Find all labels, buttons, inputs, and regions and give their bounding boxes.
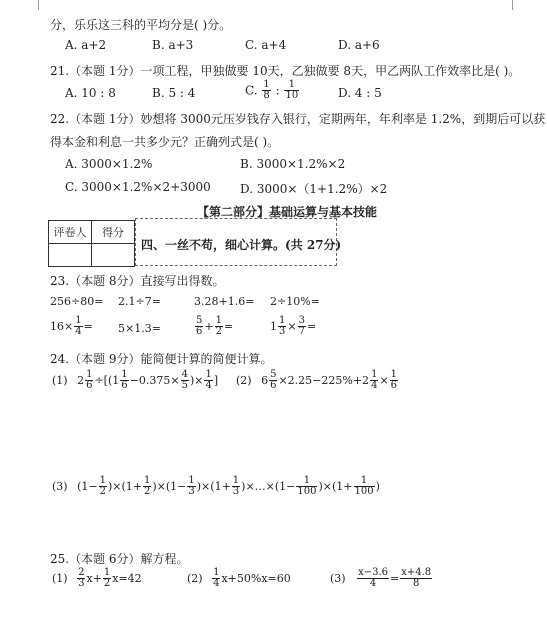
q22-option-d: D. 3000×（1+1.2%）×2	[240, 182, 388, 196]
score-table-header-score: 得分	[92, 221, 135, 244]
q25-equation-2-label: (2)	[187, 572, 203, 585]
q24-part1-end: ]	[213, 374, 219, 387]
q24-part3-t6: )×(1+	[318, 480, 353, 493]
q24-part1-fraction-1: $\frac{1}{6}$	[86, 369, 93, 391]
q24-part2-fraction-3: $\frac{1}{6}$	[390, 369, 398, 391]
q22-line1: 22.（本题 1分）妙想将 3000元压岁钱存入银行，定期两年，年利率是 1.2%，到期后可以获	[50, 112, 546, 126]
q24-part3-fraction-6: $\frac{1}{100}$	[354, 475, 374, 497]
q21-option-c-fraction-left: $\frac{1}{8}$	[263, 79, 270, 101]
q23-item-3: 3.28+1.6=	[194, 295, 255, 308]
q24-part2-fraction-1: $\frac{5}{6}$	[270, 369, 277, 391]
q24-part3-t5: )×…×(1−	[241, 480, 296, 493]
q24-part3-t3: )×(1−	[152, 480, 187, 493]
q23-item-2: 2.1÷7=	[118, 295, 161, 308]
q24-part3-t4: )×(1+	[196, 480, 231, 493]
q20-tail-text: 分，乐乐这三科的平均分是( )分。	[50, 18, 232, 32]
q24-part3-t7: )	[375, 480, 380, 493]
q24-part1	[52, 370, 218, 391]
q23-item-5-fraction: $\frac{1}{4}$	[75, 315, 82, 337]
q23-item-8-fraction-1: $\frac{1}{3}$	[279, 315, 286, 337]
q24-part1-fraction-3: $\frac{4}{5}$	[181, 369, 188, 391]
q22-line2: 得本金和利息一共多少元？正确列式是( )。	[50, 135, 280, 149]
q23-item-7-equals: =	[223, 320, 234, 333]
q21-text: 21.（本题 1分）一项工程，甲独做要 10天，乙独做要 8天，甲乙两队工作效率比是( )。	[50, 64, 521, 78]
q23-item-8-times: ×	[287, 320, 297, 333]
q25-equation-1-fraction-1: $\frac{2}{3}$	[78, 567, 85, 589]
q23-item-7	[194, 316, 233, 337]
q25-equation-3-fraction-2: $\frac{x+4.8}{8}$	[401, 567, 432, 589]
q23-item-8-equals: =	[306, 320, 317, 333]
q23-item-6: 5×1.3=	[118, 322, 161, 335]
q24-part1-op1: ÷[(1	[94, 374, 120, 387]
q22-option-a: A. 3000×1.2%	[65, 157, 153, 171]
q24-part3-fraction-1: $\frac{1}{2}$	[99, 475, 106, 497]
q21-option-b: B. 5 : 4	[152, 86, 196, 100]
q24-part1-close: )×	[189, 374, 204, 387]
q25-equation-2-fraction-1: $\frac{1}{4}$	[213, 567, 220, 589]
q23-item-7-plus: +	[204, 320, 214, 333]
q24-part3	[52, 476, 380, 497]
q25-equation-2	[187, 568, 291, 589]
q24-part2	[236, 370, 399, 391]
q23-item-1: 256÷80=	[50, 295, 104, 308]
score-table	[48, 220, 135, 267]
q24-part3-fraction-4: $\frac{1}{3}$	[232, 475, 240, 497]
q25-equation-1-fraction-2: $\frac{1}{2}$	[103, 567, 111, 589]
q23-item-5-equals: =	[83, 320, 93, 333]
q23-item-8-fraction-2: $\frac{3}{7}$	[298, 315, 305, 337]
q24-part3-fraction-3: $\frac{1}{3}$	[188, 475, 195, 497]
q24-part2-mid: ×2.25−225%+2	[278, 374, 370, 387]
q24-text: 24.（本题 9分）能简便计算的简便计算。	[50, 352, 273, 366]
q25-equation-3-fraction-1: $\frac{x-3.6}{4}$	[358, 567, 389, 589]
q24-part2-fraction-2: $\frac{1}{4}$	[371, 369, 378, 391]
q22-option-b: B. 3000×1.2%×2	[240, 157, 346, 171]
crop-mark-top-right	[512, 0, 523, 10]
q25-equation-1-mid: x+	[86, 572, 102, 585]
q23-text: 23.（本题 8分）直接写出得数。	[50, 274, 225, 288]
q25-equation-1-label: (1)	[52, 572, 68, 585]
q21-option-c-label: C.	[245, 83, 258, 98]
q23-item-8	[270, 316, 316, 337]
q24-part1-label: (1)	[52, 374, 68, 387]
q24-part2-whole: 6	[261, 374, 269, 387]
q24-part1-whole: 2	[77, 374, 85, 387]
q23-item-7-fraction-2: $\frac{1}{2}$	[215, 315, 222, 337]
q25-text: 25.（本题 6分）解方程。	[50, 552, 189, 566]
q20-option-c: C. a+4	[245, 38, 287, 52]
q21-option-c	[245, 80, 300, 101]
q24-part1-fraction-2: $\frac{1}{6}$	[121, 369, 128, 391]
score-table-grader-cell	[49, 244, 92, 267]
score-table-header-grader: 评卷人	[49, 221, 92, 244]
q25-equation-3-equals: =	[390, 572, 400, 585]
q25-equation-1	[52, 568, 142, 589]
q21-option-c-fraction-right: $\frac{1}{10}$	[285, 79, 299, 101]
q24-part3-fraction-5: $\frac{1}{100}$	[297, 475, 317, 497]
q23-item-4: 2÷10%=	[270, 295, 320, 308]
q23-item-8-whole: 1	[270, 320, 277, 333]
q21-option-a: A. 10 : 8	[65, 86, 116, 100]
q23-item-5-prefix: 16×	[50, 320, 74, 333]
q25-equation-2-end: x+50%x=60	[221, 572, 291, 585]
crop-mark-top-left	[28, 0, 39, 10]
q21-option-d: D. 4 : 5	[338, 86, 382, 100]
q24-part2-op: ×	[379, 374, 389, 387]
q23-item-5	[50, 316, 93, 337]
q24-part3-label: (3)	[52, 480, 68, 493]
score-table-score-cell	[92, 244, 135, 267]
q22-option-c: C. 3000×1.2%×2+3000	[65, 180, 211, 194]
part2-title: 【第二部分】基础运算与基本技能	[197, 205, 378, 219]
q25-equation-1-end: x=42	[112, 572, 142, 585]
q24-part1-mid: −0.375×	[129, 374, 180, 387]
q24-part3-fraction-2: $\frac{1}{2}$	[144, 475, 151, 497]
q20-option-b: B. a+3	[152, 38, 194, 52]
q24-part1-fraction-4: $\frac{1}{4}$	[205, 369, 212, 391]
q21-option-c-colon: :	[275, 83, 280, 98]
q25-equation-3-label: (3)	[330, 572, 346, 585]
q20-option-d: D. a+6	[338, 38, 380, 52]
q25-equation-3	[330, 568, 433, 589]
q24-part3-t1: (1−	[77, 480, 98, 493]
q20-option-a: A. a+2	[65, 38, 107, 52]
q23-item-7-fraction-1: $\frac{5}{6}$	[196, 315, 203, 337]
q24-part2-label: (2)	[236, 374, 252, 387]
section-four-title: 四、一丝不苟，细心计算。(共 27分)	[141, 238, 342, 252]
q24-part3-t2: )×(1+	[107, 480, 142, 493]
